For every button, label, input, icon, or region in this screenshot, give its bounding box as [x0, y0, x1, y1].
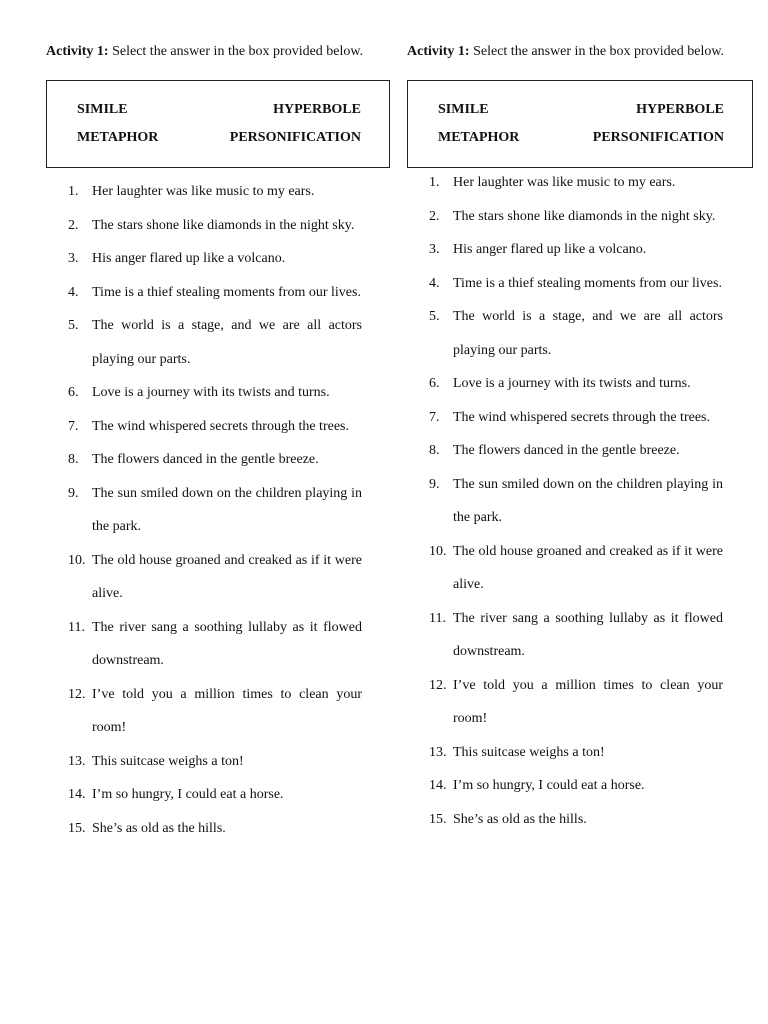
list-item [46, 175, 362, 209]
list-item [407, 401, 723, 435]
item-number: 5. [68, 318, 79, 333]
list-item [407, 602, 723, 669]
item-text: I’m so hungry, I could eat a horse. [92, 787, 284, 802]
item-text: The river sang a soothing lullaby as it flowed downstream. [92, 619, 362, 668]
activity-label: Activity 1: [46, 44, 109, 59]
item-number: 13. [68, 753, 86, 769]
item-text: The sun smiled down on the children playing in the park. [453, 476, 723, 525]
activity-instructions [407, 43, 737, 60]
choice-metaphor: METAPHOR [438, 130, 520, 145]
activity-label: Activity 1: [407, 44, 470, 59]
item-text: The wind whispered secrets through the trees. [453, 409, 710, 425]
item-text: The world is a stage, and we are all actors playing our parts. [453, 309, 723, 358]
list-item [46, 544, 362, 611]
item-text: Time is a thief stealing moments from our lives. [453, 275, 722, 291]
activity-instructions [46, 43, 376, 60]
item-number: 2. [68, 217, 79, 233]
list-item [407, 535, 723, 602]
list-item [407, 803, 723, 837]
item-number: 13. [429, 744, 447, 760]
list-item [46, 410, 362, 444]
item-number: 8. [429, 443, 440, 458]
item-number: 4. [68, 284, 79, 300]
item-number: 9. [68, 485, 79, 501]
instruction-text: Select the answer in the box provided below. [473, 44, 725, 59]
choice-hyperbole: HYPERBOLE [273, 102, 361, 117]
item-text: Her laughter was like music to my ears. [92, 184, 315, 199]
item-text: This suitcase weighs a ton! [92, 753, 244, 769]
item-text: The old house groaned and creaked as if it were alive. [92, 552, 362, 601]
worksheet-left [46, 43, 376, 836]
item-number: 4. [429, 275, 440, 291]
answer-row [77, 102, 361, 118]
list-item [46, 812, 362, 846]
answer-choices-box [407, 80, 753, 168]
item-number: 15. [68, 820, 86, 836]
item-number: 7. [68, 418, 79, 434]
answer-choices-box [46, 80, 390, 168]
list-item [46, 778, 362, 812]
choice-metaphor: METAPHOR [77, 130, 159, 145]
item-number: 15. [429, 811, 447, 827]
question-list [46, 175, 362, 845]
list-item [46, 309, 362, 376]
list-item [46, 276, 362, 310]
list-item [46, 678, 362, 745]
list-item [407, 233, 723, 267]
item-text: The world is a stage, and we are all actors playing our parts. [92, 318, 362, 367]
list-item [46, 477, 362, 544]
list-item [407, 769, 723, 803]
item-number: 10. [68, 552, 86, 568]
answer-row [77, 130, 361, 146]
item-number: 5. [429, 309, 440, 324]
list-item [46, 745, 362, 779]
list-item [46, 376, 362, 410]
item-text: The stars shone like diamonds in the night sky. [453, 208, 716, 224]
list-item [407, 200, 723, 234]
item-number: 3. [68, 251, 79, 266]
answer-row [438, 130, 724, 146]
list-item [407, 300, 723, 367]
item-text: The wind whispered secrets through the trees. [92, 418, 349, 434]
item-number: 2. [429, 208, 440, 224]
list-item [407, 434, 723, 468]
choice-personification: PERSONIFICATION [592, 130, 724, 145]
item-text: His anger flared up like a volcano. [92, 251, 286, 266]
item-text: The sun smiled down on the children playing in the park. [92, 485, 362, 534]
list-item [407, 736, 723, 770]
item-text: Her laughter was like music to my ears. [453, 175, 676, 190]
item-number: 3. [429, 242, 440, 257]
question-list [407, 166, 723, 836]
list-item [407, 468, 723, 535]
choice-simile: SIMILE [438, 102, 489, 117]
answer-row [438, 102, 724, 118]
list-item [407, 166, 723, 200]
item-number: 9. [429, 476, 440, 492]
item-number: 12. [68, 686, 86, 702]
item-text: His anger flared up like a volcano. [453, 242, 647, 257]
item-text: The river sang a soothing lullaby as it flowed downstream. [453, 610, 723, 659]
item-number: 1. [68, 184, 79, 199]
item-text: Time is a thief stealing moments from our lives. [92, 284, 361, 300]
item-text: Love is a journey with its twists and turns. [453, 376, 691, 391]
choice-personification: PERSONIFICATION [229, 130, 361, 145]
item-text: The stars shone like diamonds in the night sky. [92, 217, 355, 233]
list-item [46, 443, 362, 477]
list-item [46, 242, 362, 276]
item-text: Love is a journey with its twists and turns. [92, 385, 330, 400]
item-text: The flowers danced in the gentle breeze. [453, 443, 680, 458]
item-number: 8. [68, 452, 79, 467]
item-number: 1. [429, 175, 440, 190]
list-item [46, 611, 362, 678]
item-text: I’m so hungry, I could eat a horse. [453, 778, 645, 793]
list-item [407, 367, 723, 401]
item-number: 12. [429, 677, 447, 693]
choice-simile: SIMILE [77, 102, 128, 117]
item-number: 11. [429, 610, 446, 626]
choice-hyperbole: HYPERBOLE [636, 102, 724, 117]
item-text: She’s as old as the hills. [92, 820, 226, 836]
item-text: This suitcase weighs a ton! [453, 744, 605, 760]
instruction-text: Select the answer in the box provided below. [112, 44, 364, 59]
item-number: 14. [429, 778, 447, 793]
item-number: 14. [68, 787, 86, 802]
item-number: 6. [68, 385, 79, 400]
list-item [407, 267, 723, 301]
item-text: I’ve told you a million times to clean your room! [92, 686, 362, 735]
item-text: The old house groaned and creaked as if it were alive. [453, 543, 723, 592]
list-item [46, 209, 362, 243]
item-number: 10. [429, 543, 447, 559]
item-text: I’ve told you a million times to clean your room! [453, 677, 723, 726]
item-number: 6. [429, 376, 440, 391]
worksheet-right [407, 43, 737, 827]
item-number: 7. [429, 409, 440, 425]
item-number: 11. [68, 619, 85, 635]
list-item [407, 669, 723, 736]
item-text: She’s as old as the hills. [453, 811, 587, 827]
item-text: The flowers danced in the gentle breeze. [92, 452, 319, 467]
